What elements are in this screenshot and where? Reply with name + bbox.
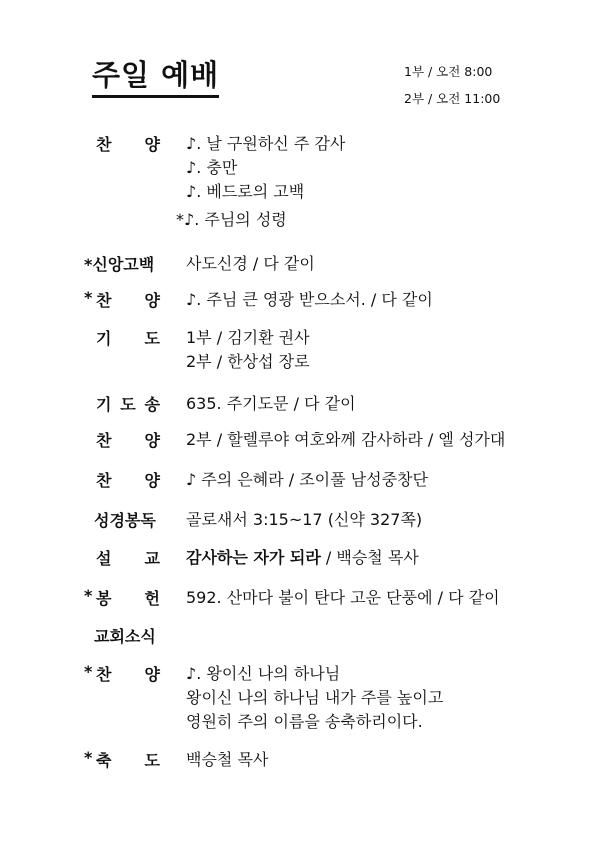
order-label: 축 도 [96, 751, 160, 770]
order-content: 골로새서 3:15~17 (신약 327쪽) [186, 510, 423, 529]
order-content: ♪ 주의 은혜라 / 조이풀 남성중창단 [186, 470, 428, 489]
service-time-second: 2부 / 오전 11:00 [404, 91, 501, 106]
order-label: 찬 양 [96, 291, 160, 310]
page-title: 주일 예배 [92, 56, 219, 98]
order-content: ♪. 주님 큰 영광 받으소서. / 다 같이 [186, 290, 433, 309]
order-label: *신앙고백 [84, 255, 155, 274]
order-label: 기 도 [96, 329, 160, 348]
order-label: 설 교 [96, 549, 160, 568]
order-label: 찬 양 [96, 665, 160, 684]
order-content: 635. 주기도문 / 다 같이 [186, 394, 356, 413]
order-label: 찬 양 [96, 471, 160, 490]
order-label: 교회소식 [94, 627, 156, 646]
order-label: 성경봉독 [94, 511, 156, 530]
order-content: ♪. 날 구원하신 주 감사 ♪. 충만 ♪. 베드로의 고백 *♪. 주님의 성령 [176, 134, 346, 229]
service-time-first: 1부 / 오전 8:00 [404, 64, 493, 79]
order-label: 찬 양 [96, 135, 160, 154]
order-content: 감사하는 자가 되라 / 백승철 목사 [186, 548, 419, 567]
order-content: 백승철 목사 [186, 750, 269, 769]
order-content: 사도신경 / 다 같이 [186, 254, 315, 273]
order-label: 기 도 송 [96, 395, 160, 414]
order-content: 2부 / 할렐루야 여호와께 감사하라 / 엘 성가대 [186, 430, 506, 449]
order-label: 찬 양 [96, 431, 160, 450]
order-content: 1부 / 김기환 권사 2부 / 한상섭 장로 [186, 328, 310, 371]
order-content: ♪. 왕이신 나의 하나님 왕이신 나의 하나님 내가 주를 높이고 영원히 주의 이름을 송축하리이다. [186, 664, 444, 731]
service-times [404, 58, 500, 112]
sermon-title: 감사하는 자가 되라 [186, 548, 321, 567]
order-content: 592. 산마다 불이 탄다 고운 단풍에 / 다 같이 [186, 588, 500, 607]
order-label: 봉 헌 [96, 589, 160, 608]
